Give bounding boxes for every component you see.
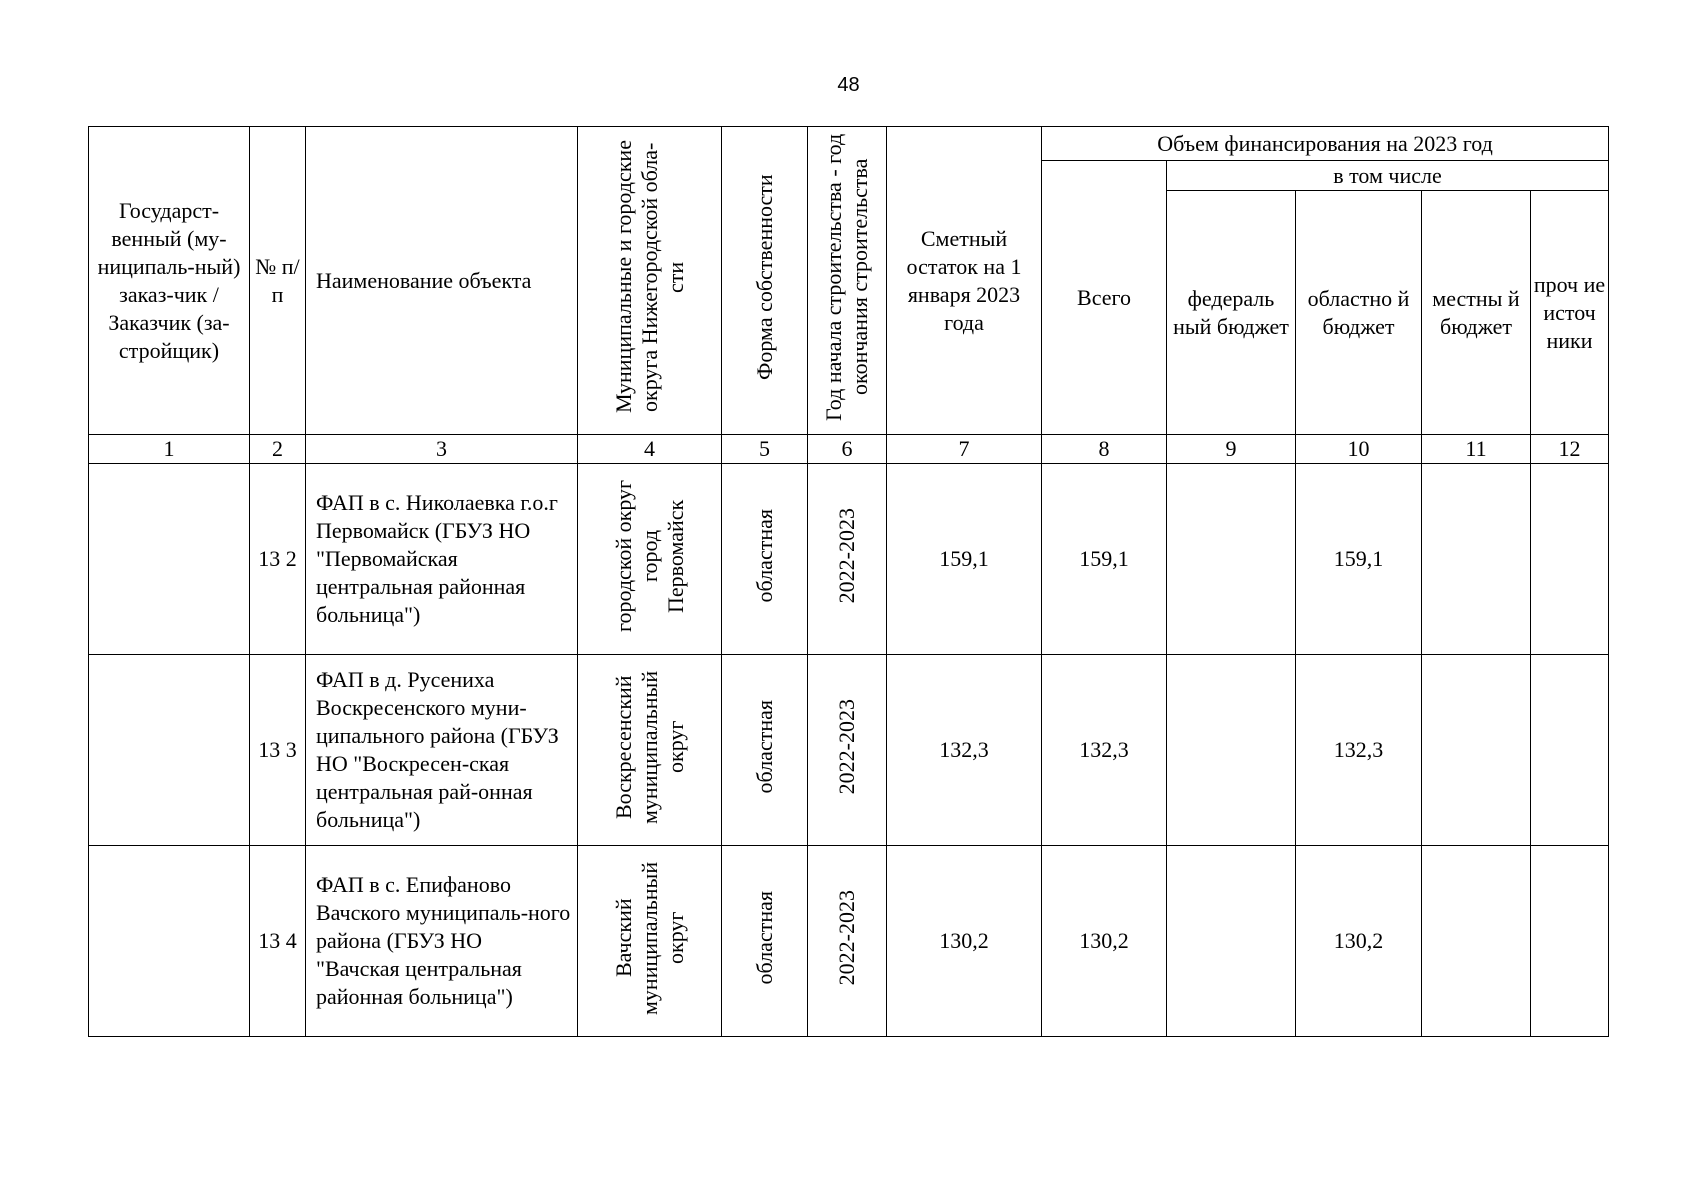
header-index: № п/п (250, 127, 306, 435)
column-number: 6 (808, 435, 887, 464)
column-number: 8 (1042, 435, 1167, 464)
cell-other (1531, 846, 1609, 1037)
cell-federal (1167, 655, 1296, 846)
header-object-name: Наименование объекта (306, 127, 578, 435)
cell-regional: 132,3 (1296, 655, 1422, 846)
cell-ownership-text: областная (751, 890, 777, 985)
column-number: 3 (306, 435, 578, 464)
cell-customer (89, 846, 250, 1037)
header-estimate-balance: Сметный остаток на 1 января 2023 года (887, 127, 1042, 435)
header-federal: федераль ный бюджет (1167, 191, 1296, 435)
cell-years-text: 2022-2023 (834, 698, 859, 795)
cell-years-text: 2022-2023 (834, 507, 859, 604)
cell-years (808, 655, 887, 846)
cell-district-text: Воскресенский муниципальный округ (610, 669, 688, 824)
cell-district (578, 846, 722, 1037)
cell-index: 13 3 (250, 655, 306, 846)
header-ownership (722, 127, 808, 435)
table-row (89, 846, 1609, 1037)
header-funding-group: Объем финансирования на 2023 год (1042, 127, 1609, 161)
cell-years (808, 846, 887, 1037)
header-district-text: Муниципальные и городские округа Нижегородской обла-сти (610, 140, 688, 414)
header-total: Всего (1042, 161, 1167, 435)
cell-index: 13 2 (250, 464, 306, 655)
header-years (808, 127, 887, 435)
header-other: проч ие источ ники (1531, 191, 1609, 435)
table-row (89, 655, 1609, 846)
cell-district (578, 464, 722, 655)
cell-total: 130,2 (1042, 846, 1167, 1037)
cell-regional: 130,2 (1296, 846, 1422, 1037)
header-district (578, 127, 722, 435)
cell-district (578, 655, 722, 846)
funding-table (88, 126, 1609, 1037)
cell-balance: 132,3 (887, 655, 1042, 846)
page-number: 48 (837, 74, 860, 96)
cell-district-text: Вачский муниципальный округ (610, 860, 688, 1015)
header-customer: Государст-венный (му-ниципаль-ный) заказ-чик / Заказчик (за-стройщик) (89, 127, 250, 435)
cell-other (1531, 464, 1609, 655)
cell-customer (89, 464, 250, 655)
column-number-row (89, 435, 1609, 464)
column-number: 4 (578, 435, 722, 464)
column-number: 10 (1296, 435, 1422, 464)
column-number: 5 (722, 435, 808, 464)
cell-object-name: ФАП в с. Николаевка г.о.г Первомайск (ГБУЗ НО "Первомайская центральная районная больница") (306, 464, 578, 655)
header-local: местны й бюджет (1422, 191, 1531, 435)
cell-years (808, 464, 887, 655)
column-number: 2 (250, 435, 306, 464)
cell-index: 13 4 (250, 846, 306, 1037)
cell-balance: 159,1 (887, 464, 1042, 655)
cell-object-name: ФАП в с. Епифаново Вачского муниципаль-ного района (ГБУЗ НО "Вачская центральная районная больница") (306, 846, 578, 1037)
header-regional: областно й бюджет (1296, 191, 1422, 435)
cell-ownership (722, 846, 808, 1037)
cell-local (1422, 464, 1531, 655)
column-number: 7 (887, 435, 1042, 464)
cell-ownership (722, 464, 808, 655)
cell-local (1422, 846, 1531, 1037)
header-years-text: Год начала строительства - год окончания строительства (821, 133, 872, 421)
cell-balance: 130,2 (887, 846, 1042, 1037)
cell-total: 159,1 (1042, 464, 1167, 655)
cell-object-name: ФАП в д. Русениха Воскресенского муни-ципального района (ГБУЗ НО "Воскресен-ская центральная рай-онная больница") (306, 655, 578, 846)
header-including-group: в том числе (1167, 161, 1609, 191)
cell-district-text: городской округ город Первомайск (610, 479, 688, 632)
header-ownership-text: Форма собственности (751, 174, 777, 380)
table-row (89, 464, 1609, 655)
cell-total: 132,3 (1042, 655, 1167, 846)
cell-ownership-text: областная (751, 508, 777, 603)
cell-local (1422, 655, 1531, 846)
column-number: 1 (89, 435, 250, 464)
cell-regional: 159,1 (1296, 464, 1422, 655)
cell-other (1531, 655, 1609, 846)
column-number: 11 (1422, 435, 1531, 464)
cell-federal (1167, 846, 1296, 1037)
cell-ownership (722, 655, 808, 846)
column-number: 12 (1531, 435, 1609, 464)
header-row-1 (89, 127, 1609, 161)
cell-federal (1167, 464, 1296, 655)
cell-years-text: 2022-2023 (834, 889, 859, 986)
cell-ownership-text: областная (751, 699, 777, 794)
cell-customer (89, 655, 250, 846)
column-number: 9 (1167, 435, 1296, 464)
